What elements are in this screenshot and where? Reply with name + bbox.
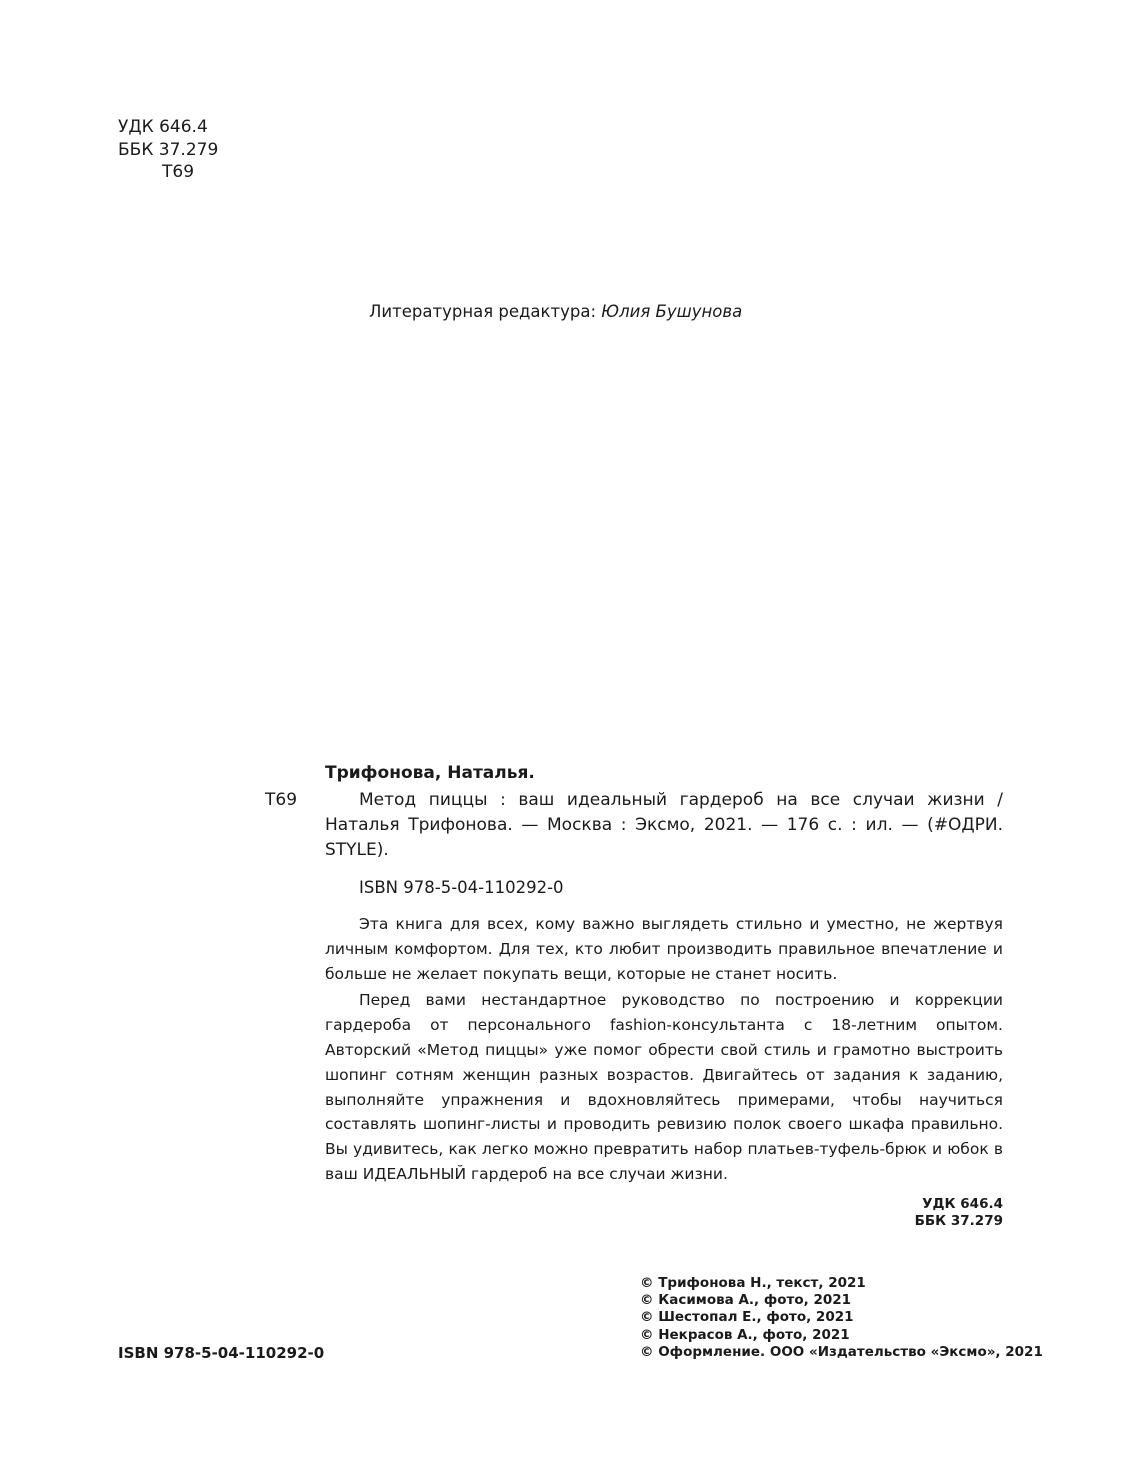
bib-author-mark: Т69: [265, 790, 298, 810]
abstract: [325, 912, 1003, 1189]
udk-code: УДК 646.4: [118, 117, 208, 137]
editor-label: Литературная редактура:: [369, 302, 597, 321]
abstract-paragraph-2: Перед вами нестандартное руководство по построению и коррекции гардероба от персонального fashion-консультанта с 18-летним опытом. Авторский «Метод пиццы» уже помог обрести свой стиль и грамотно выстроить шопинг сотням женщин разных возрастов. Двигайтесь от задания к заданию, выполняйте упражнения и вдохновляйтесь примерами, чтобы научиться составлять шопинг-листы и проводить ревизию полок своего шкафа правильно. Вы удивитесь, как легко можно превратить набор платьев-туфель-брюк и юбок в ваш ИДЕАЛЬНЫЙ гардероб на все случаи жизни.: [325, 991, 1003, 1183]
copyright-line: © Шестопал Е., фото, 2021: [640, 1309, 854, 1326]
copyright-line: © Оформление. ООО «Издательство «Эксмо», 2021: [640, 1343, 1043, 1360]
udk-code-bold: УДК 646.4: [922, 1196, 1003, 1212]
copyright-line: © Трифонова Н., текст, 2021: [640, 1275, 866, 1291]
abstract-paragraph-1: Эта книга для всех, кому важно выглядеть стильно и уместно, не жертвуя личным комфортом. Для тех, кто любит производить правильное впечатление и больше не желает покупать вещи, которые не станет носить.: [325, 915, 1003, 983]
isbn-bottom: ISBN 978-5-04-110292-0: [118, 1344, 325, 1362]
editor-name: Юлия Бушунова: [601, 302, 743, 321]
bib-isbn: ISBN 978-5-04-110292-0: [359, 878, 564, 897]
editor-credit: [369, 302, 742, 322]
copyright-line: © Некрасов А., фото, 2021: [640, 1326, 850, 1343]
bbk-code-bold: ББК 37.279: [914, 1213, 1003, 1229]
copyright-line: © Касимова А., фото, 2021: [640, 1292, 852, 1309]
classification-block: [118, 116, 218, 184]
bib-description: Метод пиццы : ваш идеальный гардероб на все случаи жизни / Наталья Трифонова. — Москва : Эксмо, 2021. — 176 с. : ил. — (#ОДРИ. STYLE).: [325, 790, 1003, 860]
author-mark: Т69: [162, 162, 195, 182]
copyright-list: [640, 1275, 1043, 1361]
classification-bold: [903, 1196, 1003, 1230]
bbk-code: ББК 37.279: [118, 139, 219, 160]
bib-author: Трифонова, Наталья.: [325, 763, 535, 783]
